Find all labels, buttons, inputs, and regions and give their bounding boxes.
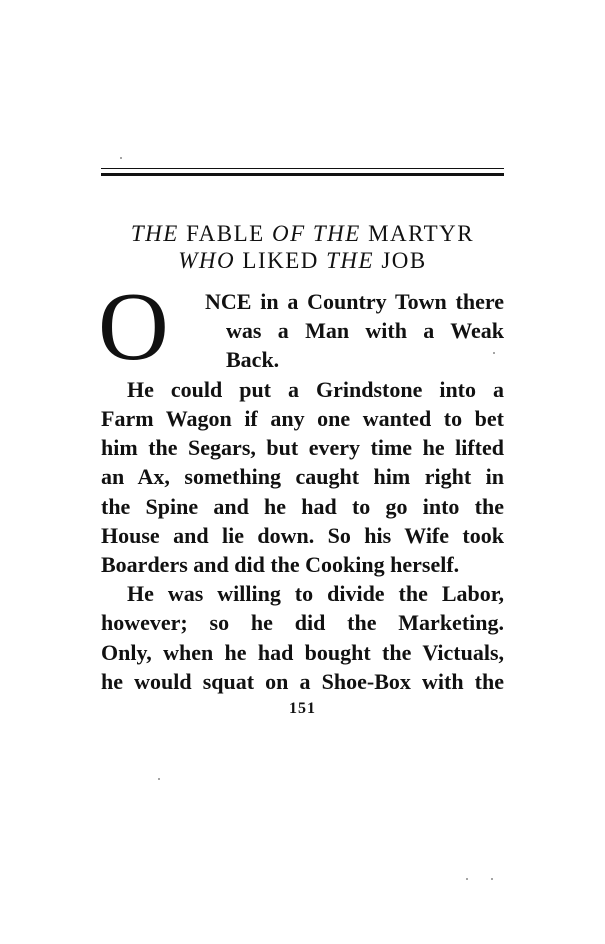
title-word: OF	[271, 221, 306, 246]
print-speck	[120, 157, 122, 159]
title-word: JOB	[381, 248, 427, 273]
body-line: Boarders and did the Cooking herself.	[101, 552, 460, 577]
body-line: NCE in a Country Town there	[205, 289, 504, 314]
body-line: was a Man with a Weak	[226, 318, 504, 343]
body-line: however; so he did the Marketing.	[101, 610, 504, 635]
drop-cap-letter: O	[98, 273, 169, 381]
print-speck	[158, 778, 160, 780]
chapter-title-line-1	[101, 220, 504, 247]
body-line: he would squat on a Shoe-Box with the	[101, 669, 504, 694]
title-word: THE	[312, 221, 361, 246]
header-rule-thick	[101, 173, 504, 176]
chapter-title-line-2	[101, 247, 504, 274]
body-line: House and lie down. So his Wife took	[101, 523, 504, 548]
title-word: WHO	[178, 248, 236, 273]
header-rule-thin	[101, 168, 504, 169]
title-word: FABLE	[186, 221, 265, 246]
body-line: Farm Wagon if any one wanted to bet	[101, 406, 504, 431]
body-line: He was willing to divide the Labor,	[127, 581, 504, 606]
title-word: THE	[326, 248, 375, 273]
title-word: MARTYR	[368, 221, 475, 246]
body-line: the Spine and he had to go into the	[101, 494, 504, 519]
title-word: LIKED	[242, 248, 319, 273]
print-speck	[491, 878, 493, 880]
body-line: He could put a Grindstone into a	[127, 377, 504, 402]
body-line: an Ax, something caught him right in	[101, 464, 504, 489]
print-speck	[466, 878, 468, 880]
title-word: THE	[130, 221, 179, 246]
body-line: him the Segars, but every time he lifted	[101, 435, 504, 460]
body-line: Only, when he had bought the Victuals,	[101, 640, 504, 665]
body-line: Back.	[226, 347, 280, 372]
page-number: 151	[289, 700, 316, 717]
print-speck	[493, 352, 495, 354]
